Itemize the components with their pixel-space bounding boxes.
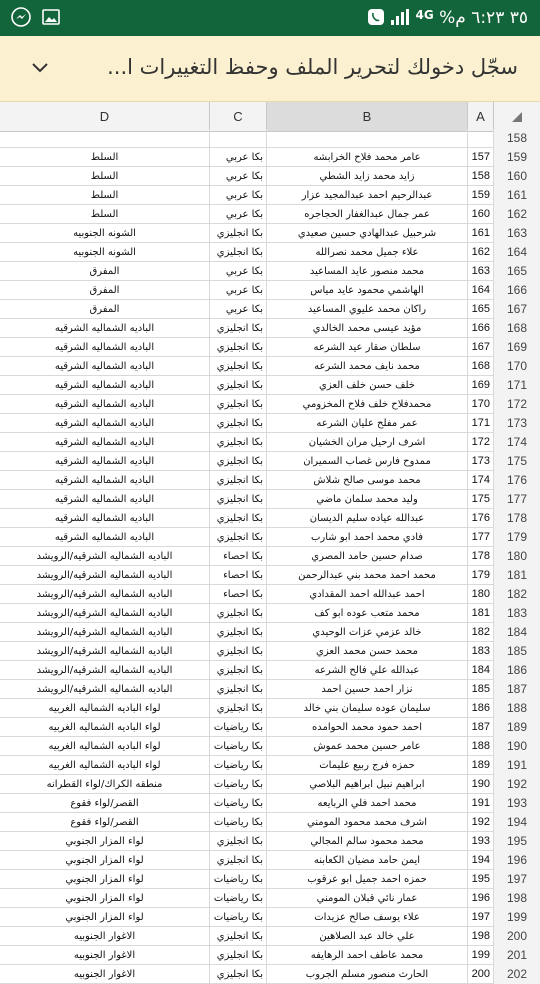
- cell-b[interactable]: احمد عبدالله احمد المقدادي: [267, 585, 468, 604]
- cell-d[interactable]: الباديه الشماليه الشرقيه/الرويشد: [0, 566, 210, 585]
- cell-b[interactable]: محمد محمود سالم المجالي: [267, 832, 468, 851]
- column-header-a[interactable]: A: [468, 102, 494, 132]
- cell-c[interactable]: بكا انجليزي: [210, 604, 267, 623]
- cell-b[interactable]: محمد احمد فلي الربايعه: [267, 794, 468, 813]
- cell-b[interactable]: علاء جميل محمد نصرالله: [267, 243, 468, 262]
- cell[interactable]: [210, 129, 267, 148]
- table-row[interactable]: [0, 281, 540, 300]
- cell-c[interactable]: بكا انجليزي: [210, 623, 267, 642]
- cell-d[interactable]: الباديه الشماليه الشرقيه: [0, 357, 210, 376]
- cell-a[interactable]: 175: [468, 490, 494, 509]
- cell[interactable]: [468, 129, 494, 148]
- cell-c[interactable]: بكا عربي: [210, 186, 267, 205]
- cell-d[interactable]: لواء الباديه الشماليه الغربيه: [0, 737, 210, 756]
- spreadsheet-grid[interactable]: [0, 131, 540, 981]
- table-row[interactable]: [0, 794, 540, 813]
- cell-a[interactable]: 160: [468, 205, 494, 224]
- cell-d[interactable]: المفرق: [0, 300, 210, 319]
- cell-c[interactable]: بكا انجليزي: [210, 338, 267, 357]
- cell-b[interactable]: عبدالله عياده سليم الديسان: [267, 509, 468, 528]
- cell-d[interactable]: لواء الباديه الشماليه الغربيه: [0, 756, 210, 775]
- whatsapp-icon: [367, 8, 385, 26]
- cell-a[interactable]: 177: [468, 528, 494, 547]
- row-number[interactable]: 162: [494, 205, 540, 224]
- row-number[interactable]: 172: [494, 395, 540, 414]
- table-row[interactable]: [0, 718, 540, 737]
- cell-b[interactable]: سلطان صقار عيد الشرعه: [267, 338, 468, 357]
- row-number[interactable]: 202: [494, 965, 540, 984]
- cell-d[interactable]: الباديه الشماليه الشرقيه: [0, 509, 210, 528]
- row-number[interactable]: 175: [494, 452, 540, 471]
- cell-b[interactable]: محمد منصور عايد المساعيد: [267, 262, 468, 281]
- cell-c[interactable]: بكا انجليزي: [210, 832, 267, 851]
- row-number[interactable]: 163: [494, 224, 540, 243]
- cell-a[interactable]: 179: [468, 566, 494, 585]
- row-number[interactable]: 159: [494, 148, 540, 167]
- cell-a[interactable]: 173: [468, 452, 494, 471]
- cell-a[interactable]: 170: [468, 395, 494, 414]
- table-row[interactable]: [0, 566, 540, 585]
- cell-b[interactable]: مؤيد عيسى محمد الخالدي: [267, 319, 468, 338]
- table-row[interactable]: [0, 737, 540, 756]
- cell-a[interactable]: 162: [468, 243, 494, 262]
- cell-d[interactable]: السلط: [0, 186, 210, 205]
- cell-c[interactable]: بكا انجليزي: [210, 243, 267, 262]
- cell-b[interactable]: محمد احمد محمد بني عبدالرحمن: [267, 566, 468, 585]
- table-row[interactable]: [0, 224, 540, 243]
- cell-b[interactable]: حمزه فرج ربيع عليمات: [267, 756, 468, 775]
- cell-d[interactable]: السلط: [0, 205, 210, 224]
- cell-b[interactable]: اشرف ارحيل مران الخشيان: [267, 433, 468, 452]
- table-row[interactable]: [0, 946, 540, 965]
- table-row[interactable]: [0, 300, 540, 319]
- cell-b[interactable]: ابراهيم نبيل ابراهيم البلاصي: [267, 775, 468, 794]
- cell-c[interactable]: بكا عربي: [210, 281, 267, 300]
- cell-a[interactable]: 167: [468, 338, 494, 357]
- cell-d[interactable]: لواء المزار الجنوبي: [0, 908, 210, 927]
- cell-d[interactable]: الباديه الشماليه الشرقيه/الرويشد: [0, 661, 210, 680]
- row-number[interactable]: 189: [494, 718, 540, 737]
- cell-b[interactable]: محمد حسن محمد العزي: [267, 642, 468, 661]
- table-row[interactable]: [0, 338, 540, 357]
- row-number[interactable]: 169: [494, 338, 540, 357]
- status-bar: [0, 0, 540, 36]
- cell-d[interactable]: الباديه الشماليه الشرقيه/الرويشد: [0, 604, 210, 623]
- cell-a[interactable]: 171: [468, 414, 494, 433]
- row-number[interactable]: 164: [494, 243, 540, 262]
- cell-a[interactable]: 181: [468, 604, 494, 623]
- cell-b[interactable]: راكان محمد عليوي المساعيد: [267, 300, 468, 319]
- cell-b[interactable]: وليد محمد سلمان ماضي: [267, 490, 468, 509]
- table-row[interactable]: [0, 547, 540, 566]
- cell-a[interactable]: 183: [468, 642, 494, 661]
- battery-percent: %٣٥: [439, 8, 528, 28]
- cell-c[interactable]: بكا انجليزي: [210, 642, 267, 661]
- status-right: [367, 8, 528, 28]
- cell-d[interactable]: الاغوار الجنوبيه: [0, 965, 210, 984]
- cell-a[interactable]: 161: [468, 224, 494, 243]
- cell-c[interactable]: بكا انجليزي: [210, 699, 267, 718]
- cell-c[interactable]: بكا عربي: [210, 148, 267, 167]
- row-number[interactable]: 197: [494, 870, 540, 889]
- row-number[interactable]: 191: [494, 756, 540, 775]
- signal-icon: [390, 8, 410, 26]
- cell-d[interactable]: السلط: [0, 148, 210, 167]
- row-number[interactable]: 196: [494, 851, 540, 870]
- cell-b[interactable]: خلف حسن خلف العزي: [267, 376, 468, 395]
- cell-a[interactable]: 165: [468, 300, 494, 319]
- cell-a[interactable]: 176: [468, 509, 494, 528]
- cell-a[interactable]: 191: [468, 794, 494, 813]
- cell-b[interactable]: محمد موسى صالح شلاش: [267, 471, 468, 490]
- cell-d[interactable]: الباديه الشماليه الشرقيه/الرويشد: [0, 623, 210, 642]
- cell-c[interactable]: بكا انجليزي: [210, 471, 267, 490]
- cell-d[interactable]: لواء المزار الجنوبي: [0, 832, 210, 851]
- cell-d[interactable]: الباديه الشماليه الشرقيه/الرويشد: [0, 585, 210, 604]
- cell-d[interactable]: الباديه الشماليه الشرقيه: [0, 395, 210, 414]
- cell-d[interactable]: القصر/لواء فقوع: [0, 794, 210, 813]
- table-row[interactable]: [0, 585, 540, 604]
- cell-d[interactable]: الباديه الشماليه الشرقيه: [0, 319, 210, 338]
- cell-c[interactable]: بكا عربي: [210, 300, 267, 319]
- cell-d[interactable]: الباديه الشماليه الشرقيه: [0, 452, 210, 471]
- cell-a[interactable]: 168: [468, 357, 494, 376]
- cell-c[interactable]: بكا احصاء: [210, 566, 267, 585]
- column-header-d[interactable]: D: [0, 102, 210, 132]
- table-row[interactable]: [0, 357, 540, 376]
- table-row[interactable]: [0, 813, 540, 832]
- cell-c[interactable]: بكا رياضيات: [210, 718, 267, 737]
- cell-a[interactable]: 157: [468, 148, 494, 167]
- row-number[interactable]: 201: [494, 946, 540, 965]
- cell-a[interactable]: 163: [468, 262, 494, 281]
- cell-d[interactable]: المفرق: [0, 262, 210, 281]
- cell-c[interactable]: بكا انجليزي: [210, 927, 267, 946]
- cell-c[interactable]: بكا انجليزي: [210, 661, 267, 680]
- cell-d[interactable]: لواء الباديه الشماليه الغربيه: [0, 718, 210, 737]
- row-number[interactable]: 178: [494, 509, 540, 528]
- row-number[interactable]: 183: [494, 604, 540, 623]
- table-row[interactable]: [0, 699, 540, 718]
- cell-a[interactable]: 194: [468, 851, 494, 870]
- row-number[interactable]: 161: [494, 186, 540, 205]
- table-row[interactable]: [0, 186, 540, 205]
- cell-c[interactable]: بكا انجليزي: [210, 490, 267, 509]
- table-row[interactable]: [0, 376, 540, 395]
- table-row[interactable]: [0, 680, 540, 699]
- cell-b[interactable]: محمد متعب عوده ابو كف: [267, 604, 468, 623]
- row-number[interactable]: 194: [494, 813, 540, 832]
- cell-b[interactable]: ممدوح فارس غصاب السميران: [267, 452, 468, 471]
- table-row[interactable]: [0, 889, 540, 908]
- cell-d[interactable]: الباديه الشماليه الشرقيه: [0, 433, 210, 452]
- cell-c[interactable]: بكا رياضيات: [210, 889, 267, 908]
- cell-c[interactable]: بكا انجليزي: [210, 319, 267, 338]
- table-row[interactable]: [0, 395, 540, 414]
- table-row[interactable]: [0, 756, 540, 775]
- table-row[interactable]: [0, 661, 540, 680]
- cell-b[interactable]: اشرف محمد محمود المومني: [267, 813, 468, 832]
- row-number[interactable]: 186: [494, 661, 540, 680]
- table-row[interactable]: [0, 452, 540, 471]
- cell-a[interactable]: 197: [468, 908, 494, 927]
- table-row[interactable]: [0, 148, 540, 167]
- table-row[interactable]: [0, 870, 540, 889]
- banner-text: سجّل دخولك لتحرير الملف وحفظ التغييرات ا...: [107, 55, 518, 79]
- cell[interactable]: [0, 129, 210, 148]
- cell[interactable]: [267, 129, 468, 148]
- row-number[interactable]: 177: [494, 490, 540, 509]
- row-number[interactable]: 167: [494, 300, 540, 319]
- cell-c[interactable]: بكا انجليزي: [210, 680, 267, 699]
- row-number[interactable]: 160: [494, 167, 540, 186]
- messenger-icon: [10, 6, 32, 28]
- cell-b[interactable]: عبدالرحيم احمد عبدالمجيد عزار: [267, 186, 468, 205]
- cell-a[interactable]: 178: [468, 547, 494, 566]
- table-row[interactable]: [0, 528, 540, 547]
- cell-c[interactable]: بكا احصاء: [210, 585, 267, 604]
- cell-a[interactable]: 195: [468, 870, 494, 889]
- cell-d[interactable]: المفرق: [0, 281, 210, 300]
- cell-a[interactable]: 182: [468, 623, 494, 642]
- row-number[interactable]: 171: [494, 376, 540, 395]
- cell-d[interactable]: الشونه الجنوبيه: [0, 224, 210, 243]
- cell-a[interactable]: 158: [468, 167, 494, 186]
- table-row[interactable]: [0, 509, 540, 528]
- table-row[interactable]: [0, 965, 540, 984]
- cell-d[interactable]: الباديه الشماليه الشرقيه: [0, 338, 210, 357]
- cell-a[interactable]: 169: [468, 376, 494, 395]
- table-row[interactable]: [0, 490, 540, 509]
- cell-a[interactable]: 180: [468, 585, 494, 604]
- cell-c[interactable]: بكا انجليزي: [210, 965, 267, 984]
- table-row[interactable]: [0, 851, 540, 870]
- cell-d[interactable]: لواء المزار الجنوبي: [0, 889, 210, 908]
- row-number[interactable]: 166: [494, 281, 540, 300]
- cell-a[interactable]: 200: [468, 965, 494, 984]
- row-number[interactable]: 180: [494, 547, 540, 566]
- table-row[interactable]: [0, 414, 540, 433]
- row-number[interactable]: 158: [494, 129, 540, 148]
- cell-b[interactable]: زايد محمد زايد الشطي: [267, 167, 468, 186]
- cell-d[interactable]: الباديه الشماليه الشرقيه: [0, 414, 210, 433]
- cell-b[interactable]: ايمن حامد مضيان الكعابنه: [267, 851, 468, 870]
- table-row[interactable]: [0, 243, 540, 262]
- cell-c[interactable]: بكا انجليزي: [210, 395, 267, 414]
- cell-d[interactable]: الاغوار الجنوبيه: [0, 927, 210, 946]
- cell-b[interactable]: محمد نايف محمد الشرعه: [267, 357, 468, 376]
- cell-b[interactable]: صدام حسين حامد المصري: [267, 547, 468, 566]
- row-number[interactable]: 187: [494, 680, 540, 699]
- column-header-b[interactable]: B: [267, 102, 468, 132]
- table-row[interactable]: [0, 262, 540, 281]
- cell-d[interactable]: منطقه الكراك/لواء القطرانه: [0, 775, 210, 794]
- cell-d[interactable]: الباديه الشماليه الشرقيه/الرويشد: [0, 680, 210, 699]
- cell-b[interactable]: علي خالد عبد الصلاهين: [267, 927, 468, 946]
- table-row[interactable]: [0, 775, 540, 794]
- cell-a[interactable]: 196: [468, 889, 494, 908]
- table-row[interactable]: [0, 832, 540, 851]
- cell-b[interactable]: عبدالله علي فالح الشرعه: [267, 661, 468, 680]
- row-number[interactable]: 195: [494, 832, 540, 851]
- cell-c[interactable]: بكا رياضيات: [210, 794, 267, 813]
- cell-c[interactable]: بكا انجليزي: [210, 357, 267, 376]
- cell-c[interactable]: بكا انجليزي: [210, 528, 267, 547]
- select-all-corner[interactable]: [494, 102, 540, 132]
- table-row[interactable]: [0, 623, 540, 642]
- chevron-down-icon[interactable]: [30, 58, 50, 78]
- cell-c[interactable]: بكا رياضيات: [210, 775, 267, 794]
- cell-c[interactable]: بكا انجليزي: [210, 414, 267, 433]
- cell-a[interactable]: 192: [468, 813, 494, 832]
- row-number[interactable]: 200: [494, 927, 540, 946]
- cell-a[interactable]: 166: [468, 319, 494, 338]
- cell-b[interactable]: عمر جمال عبدالغفار الحجاجره: [267, 205, 468, 224]
- cell-a[interactable]: 193: [468, 832, 494, 851]
- cell-c[interactable]: بكا رياضيات: [210, 756, 267, 775]
- cell-b[interactable]: علاء يوسف صالح عزيدات: [267, 908, 468, 927]
- row-number[interactable]: 188: [494, 699, 540, 718]
- row-number[interactable]: 190: [494, 737, 540, 756]
- cell-d[interactable]: السلط: [0, 167, 210, 186]
- cell-d[interactable]: الباديه الشماليه الشرقيه/الرويشد: [0, 642, 210, 661]
- cell-d[interactable]: لواء المزار الجنوبي: [0, 851, 210, 870]
- table-row[interactable]: [0, 642, 540, 661]
- cell-a[interactable]: 159: [468, 186, 494, 205]
- cell-d[interactable]: لواء الباديه الشماليه الغربيه: [0, 699, 210, 718]
- cell-a[interactable]: 174: [468, 471, 494, 490]
- row-number[interactable]: 181: [494, 566, 540, 585]
- table-row[interactable]: [0, 908, 540, 927]
- gallery-icon: [40, 6, 62, 28]
- cell-c[interactable]: بكا انجليزي: [210, 946, 267, 965]
- cell-d[interactable]: الباديه الشماليه الشرقيه: [0, 471, 210, 490]
- table-row[interactable]: [0, 927, 540, 946]
- table-row[interactable]: [0, 433, 540, 452]
- cell-b[interactable]: محمد عاطف احمد الرهايفه: [267, 946, 468, 965]
- row-number[interactable]: 173: [494, 414, 540, 433]
- cell-a[interactable]: 187: [468, 718, 494, 737]
- row-number[interactable]: 199: [494, 908, 540, 927]
- row-number[interactable]: 193: [494, 794, 540, 813]
- row-number[interactable]: 179: [494, 528, 540, 547]
- cell-c[interactable]: بكا انجليزي: [210, 452, 267, 471]
- cell-c[interactable]: بكا انجليزي: [210, 851, 267, 870]
- table-row[interactable]: [0, 205, 540, 224]
- cell-c[interactable]: بكا انجليزي: [210, 509, 267, 528]
- row-number[interactable]: 185: [494, 642, 540, 661]
- cell-d[interactable]: الباديه الشماليه الشرقيه: [0, 376, 210, 395]
- cell-b[interactable]: الهاشمي محمود عايد مياس: [267, 281, 468, 300]
- cell-b[interactable]: حمزه احمد جميل ابو عرقوب: [267, 870, 468, 889]
- cell-d[interactable]: الباديه الشماليه الشرقيه: [0, 490, 210, 509]
- cell-a[interactable]: 184: [468, 661, 494, 680]
- sign-in-banner[interactable]: [0, 36, 540, 102]
- cell-b[interactable]: فادي محمد احمد ابو شارب: [267, 528, 468, 547]
- row-number[interactable]: 182: [494, 585, 540, 604]
- cell-a[interactable]: 190: [468, 775, 494, 794]
- row-number[interactable]: 184: [494, 623, 540, 642]
- cell-b[interactable]: الحارث منصور مسلم الجروب: [267, 965, 468, 984]
- table-row[interactable]: [0, 129, 540, 148]
- cell-c[interactable]: بكا رياضيات: [210, 813, 267, 832]
- row-number[interactable]: 168: [494, 319, 540, 338]
- cell-b[interactable]: سليمان عوده سليمان بني خالد: [267, 699, 468, 718]
- cell-a[interactable]: 198: [468, 927, 494, 946]
- cell-d[interactable]: الاغوار الجنوبيه: [0, 946, 210, 965]
- cell-c[interactable]: بكا احصاء: [210, 547, 267, 566]
- table-row[interactable]: [0, 319, 540, 338]
- row-number[interactable]: 192: [494, 775, 540, 794]
- table-row[interactable]: [0, 167, 540, 186]
- cell-c[interactable]: بكا رياضيات: [210, 870, 267, 889]
- status-icons: [10, 6, 62, 28]
- cell-c[interactable]: بكا رياضيات: [210, 908, 267, 927]
- cell-b[interactable]: خالد عزمي عزات الوحيدي: [267, 623, 468, 642]
- corner-triangle-icon: [512, 112, 522, 122]
- cell-a[interactable]: 172: [468, 433, 494, 452]
- cell-c[interactable]: بكا عربي: [210, 205, 267, 224]
- cell-b[interactable]: شرحبيل عبدالهادي حسين صعيدي: [267, 224, 468, 243]
- cell-a[interactable]: 199: [468, 946, 494, 965]
- cell-b[interactable]: احمد حمود محمد الحوامده: [267, 718, 468, 737]
- cell-c[interactable]: بكا رياضيات: [210, 737, 267, 756]
- cell-c[interactable]: بكا عربي: [210, 262, 267, 281]
- row-number[interactable]: 176: [494, 471, 540, 490]
- column-header-c[interactable]: C: [210, 102, 267, 132]
- cell-b[interactable]: محمدفلاح خلف فلاح المخزومي: [267, 395, 468, 414]
- cell-d[interactable]: الشونه الجنوبيه: [0, 243, 210, 262]
- cell-b[interactable]: عمار نائي قبلان المومني: [267, 889, 468, 908]
- cell-a[interactable]: 185: [468, 680, 494, 699]
- cell-a[interactable]: 186: [468, 699, 494, 718]
- cell-d[interactable]: الباديه الشماليه الشرقيه: [0, 528, 210, 547]
- cell-b[interactable]: عمر مفلح عليان الشرعه: [267, 414, 468, 433]
- network-4g-icon: 4G: [415, 8, 434, 22]
- cell-c[interactable]: بكا عربي: [210, 167, 267, 186]
- row-number[interactable]: 174: [494, 433, 540, 452]
- table-row[interactable]: [0, 471, 540, 490]
- row-number[interactable]: 165: [494, 262, 540, 281]
- cell-d[interactable]: لواء المزار الجنوبي: [0, 870, 210, 889]
- cell-b[interactable]: عامر حسين محمد عموش: [267, 737, 468, 756]
- cell-a[interactable]: 164: [468, 281, 494, 300]
- table-row[interactable]: [0, 604, 540, 623]
- cell-d[interactable]: القصر/لواء فقوع: [0, 813, 210, 832]
- cell-b[interactable]: عامر محمد فلاح الخرابشه: [267, 148, 468, 167]
- cell-b[interactable]: نزار احمد حسين احمد: [267, 680, 468, 699]
- cell-d[interactable]: الباديه الشماليه الشرقيه/الرويشد: [0, 547, 210, 566]
- cell-a[interactable]: 188: [468, 737, 494, 756]
- row-number[interactable]: 198: [494, 889, 540, 908]
- cell-c[interactable]: بكا انجليزي: [210, 224, 267, 243]
- clock: ٦:٢٣ م: [455, 8, 505, 28]
- cell-a[interactable]: 189: [468, 756, 494, 775]
- row-number[interactable]: 170: [494, 357, 540, 376]
- cell-c[interactable]: بكا انجليزي: [210, 433, 267, 452]
- cell-c[interactable]: بكا انجليزي: [210, 376, 267, 395]
